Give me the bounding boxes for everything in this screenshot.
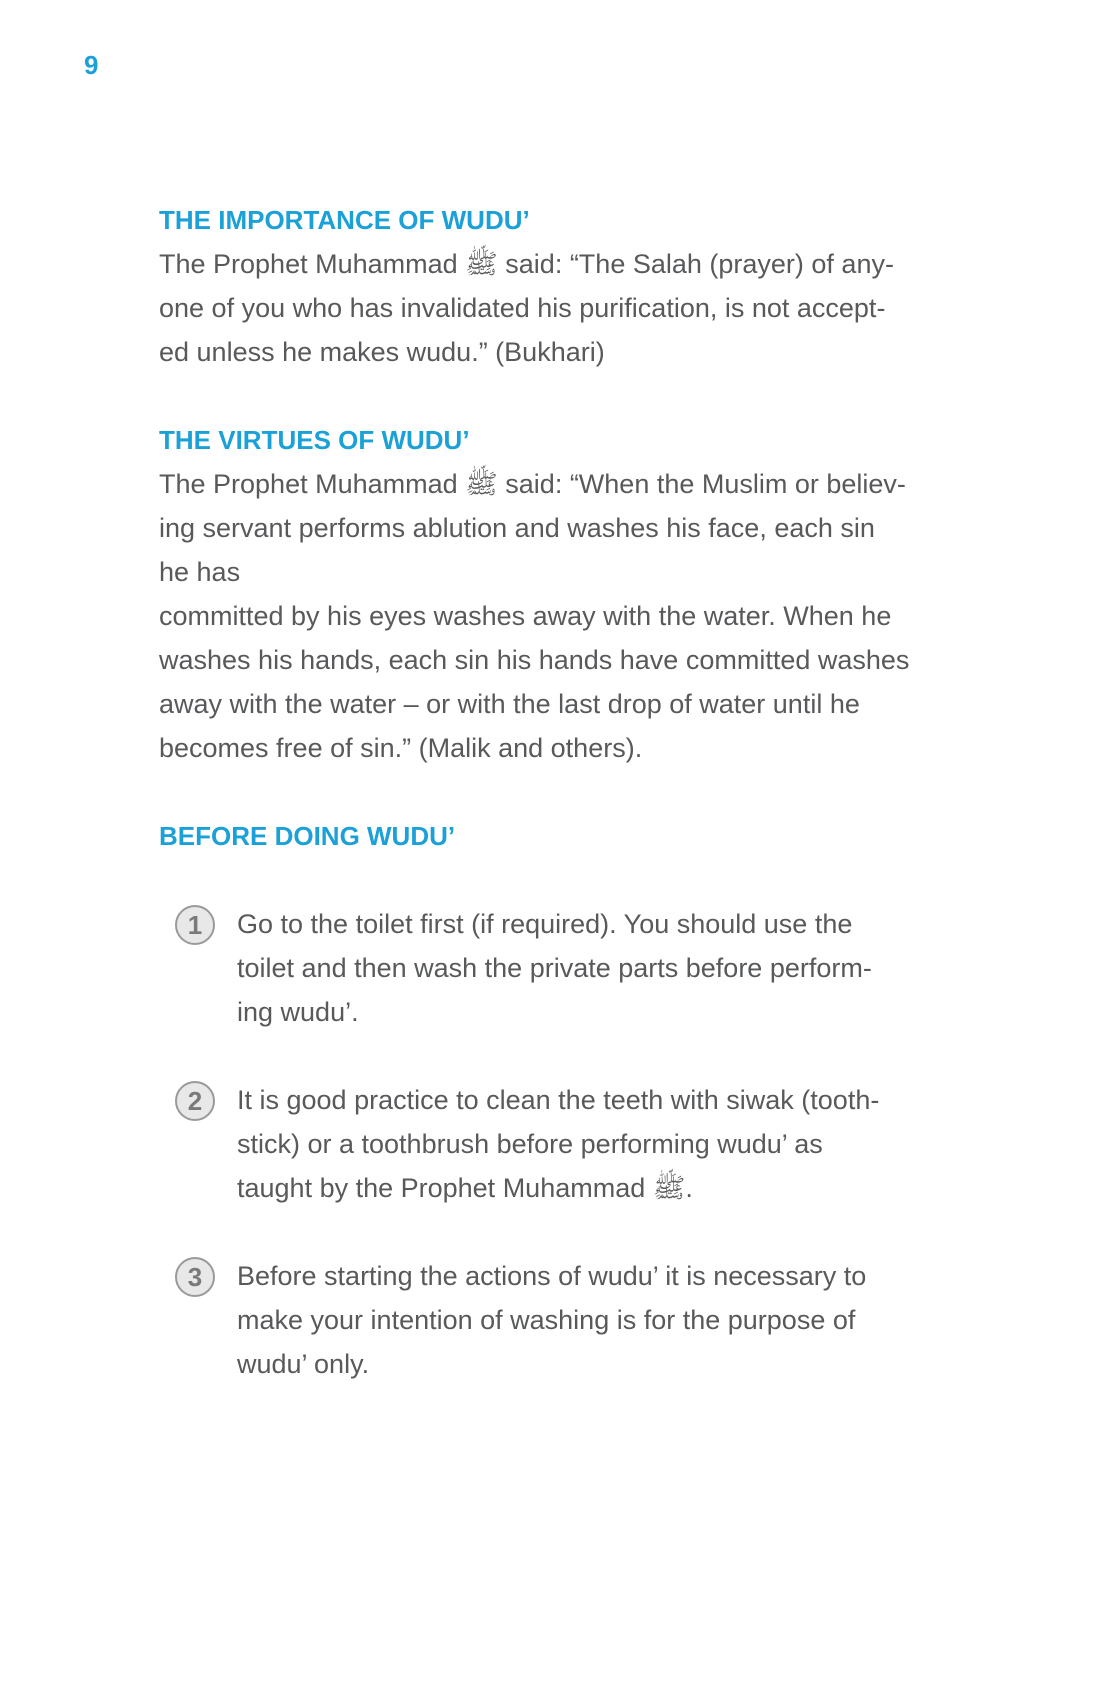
step-line: taught by the Prophet Muhammad ﷺ. bbox=[237, 1173, 693, 1203]
paragraph-line: away with the water – or with the last drop of water until he bbox=[159, 689, 860, 719]
paragraph-line: one of you who has invalidated his purification, is not accept- bbox=[159, 293, 886, 323]
step-line: ing wudu’. bbox=[237, 997, 359, 1027]
section-heading-importance: THE IMPORTANCE OF WUDU’ bbox=[159, 205, 530, 235]
step-line: toilet and then wash the private parts before perform- bbox=[237, 953, 872, 983]
section-before bbox=[159, 814, 939, 1386]
section-importance bbox=[159, 198, 939, 374]
page-number: 9 bbox=[84, 50, 99, 80]
step-text bbox=[237, 902, 939, 1034]
paragraph-virtues bbox=[159, 462, 939, 770]
step-number-badge: 3 bbox=[175, 1257, 215, 1297]
step-line: wudu’ only. bbox=[237, 1349, 370, 1379]
page-content bbox=[159, 198, 939, 1386]
step-line: Go to the toilet first (if required). You should use the bbox=[237, 909, 853, 939]
section-heading-virtues: THE VIRTUES OF WUDU’ bbox=[159, 425, 470, 455]
paragraph-line: The Prophet Muhammad ﷺ said: “The Salah (prayer) of any- bbox=[159, 249, 894, 279]
step-line: It is good practice to clean the teeth with siwak (tooth- bbox=[237, 1085, 880, 1115]
paragraph-importance bbox=[159, 242, 939, 374]
paragraph-line: committed by his eyes washes away with the water. When he bbox=[159, 601, 892, 631]
paragraph-line: The Prophet Muhammad ﷺ said: “When the Muslim or believ- bbox=[159, 469, 906, 499]
step-item-2 bbox=[159, 1078, 939, 1210]
step-number-badge: 1 bbox=[175, 905, 215, 945]
paragraph-line: ing servant performs ablution and washes his face, each sin bbox=[159, 513, 875, 543]
paragraph-line: becomes free of sin.” (Malik and others). bbox=[159, 733, 643, 763]
paragraph-line: he has bbox=[159, 557, 241, 587]
step-item-3 bbox=[159, 1254, 939, 1386]
section-heading-before: BEFORE DOING WUDU’ bbox=[159, 821, 456, 851]
step-line: Before starting the actions of wudu’ it is necessary to bbox=[237, 1261, 867, 1291]
steps-list bbox=[159, 902, 939, 1386]
paragraph-line: ed unless he makes wudu.” (Bukhari) bbox=[159, 337, 605, 367]
paragraph-line: washes his hands, each sin his hands have committed washes bbox=[159, 645, 910, 675]
step-number-badge: 2 bbox=[175, 1081, 215, 1121]
step-line: make your intention of washing is for the purpose of bbox=[237, 1305, 856, 1335]
step-text bbox=[237, 1078, 939, 1210]
step-line: stick) or a toothbrush before performing wudu’ as bbox=[237, 1129, 823, 1159]
section-virtues bbox=[159, 418, 939, 770]
step-text bbox=[237, 1254, 939, 1386]
step-item-1 bbox=[159, 902, 939, 1034]
